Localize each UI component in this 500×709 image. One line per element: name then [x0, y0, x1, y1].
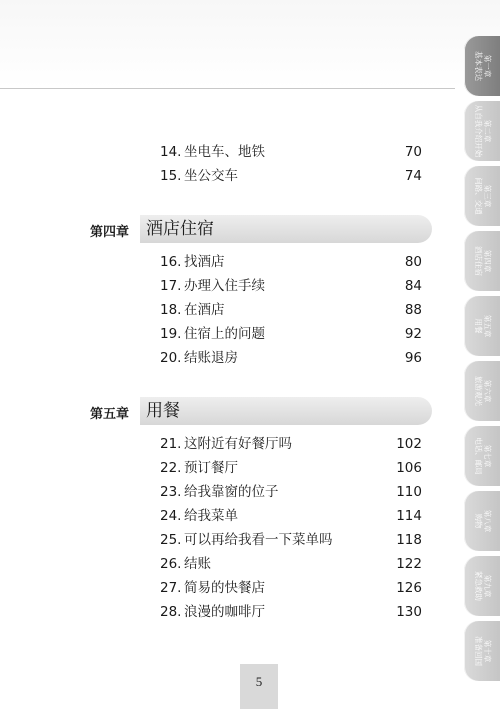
tab-name: 从自我介绍开始	[474, 104, 483, 158]
entry-page: 110	[396, 484, 422, 500]
tab-name: 问路、交通	[474, 177, 483, 215]
entry-number: 15.	[160, 168, 182, 184]
entry-number: 22.	[160, 460, 182, 476]
entry-title: 结账退房	[184, 350, 238, 366]
entry-title: 在酒店	[184, 302, 225, 318]
entry-number: 17.	[160, 278, 182, 294]
toc-entry[interactable]	[160, 601, 422, 623]
entry-page: 92	[404, 326, 422, 342]
chapter-tab-5[interactable]	[464, 296, 500, 356]
tab-chapter: 第一章	[483, 54, 492, 78]
toc-entry[interactable]	[160, 275, 422, 297]
chapter-tabs	[458, 36, 500, 709]
entry-number: 14.	[160, 144, 182, 160]
tab-chapter: 第十章	[483, 639, 492, 663]
header-band	[0, 0, 500, 88]
tab-name: 酒店住宿	[474, 246, 483, 276]
entry-number: 16.	[160, 254, 182, 270]
tab-chapter: 第二章	[483, 119, 492, 143]
entry-number: 27.	[160, 580, 182, 596]
entry-page: 102	[396, 436, 422, 452]
toc-entry[interactable]	[160, 553, 422, 575]
chapter-title-bar	[140, 397, 432, 425]
entry-page: 84	[404, 278, 422, 294]
page-number: 5	[255, 674, 263, 689]
chapter-tab-2[interactable]	[464, 101, 500, 161]
entry-page: 130	[396, 604, 422, 620]
entry-title: 给我靠窗的位子	[184, 484, 279, 500]
toc-entry[interactable]	[160, 347, 422, 369]
entry-title: 找酒店	[184, 254, 225, 270]
entry-title: 可以再给我看一下菜单吗	[184, 532, 333, 548]
chapter-tab-6[interactable]	[464, 361, 500, 421]
toc-entry[interactable]	[160, 165, 422, 187]
entry-page: 88	[404, 302, 422, 318]
entry-page: 122	[396, 556, 422, 572]
toc-entry[interactable]	[160, 141, 422, 163]
entry-page: 70	[404, 144, 422, 160]
entry-number: 24.	[160, 508, 182, 524]
entry-number: 26.	[160, 556, 182, 572]
entry-title: 给我菜单	[184, 508, 238, 524]
entry-title: 浪漫的咖啡厅	[184, 604, 265, 620]
toc-entry[interactable]	[160, 433, 422, 455]
entry-page: 80	[404, 254, 422, 270]
chapter-tab-4[interactable]	[464, 231, 500, 291]
tab-chapter: 第四章	[483, 249, 492, 273]
chapter-tab-1[interactable]	[464, 36, 500, 96]
tab-chapter: 第九章	[483, 574, 492, 598]
entry-number: 23.	[160, 484, 182, 500]
tab-chapter: 第七章	[483, 444, 492, 468]
tab-name: 电话、邮局	[474, 437, 483, 475]
chapter-label: 第五章	[90, 407, 130, 422]
tab-chapter: 第八章	[483, 509, 492, 533]
page-number-tab	[240, 664, 278, 709]
toc-entry[interactable]	[160, 505, 422, 527]
entry-title: 住宿上的问题	[184, 326, 265, 342]
entry-title: 预订餐厅	[184, 460, 238, 476]
entry-page: 106	[396, 460, 422, 476]
entry-page: 96	[404, 350, 422, 366]
toc-entry[interactable]	[160, 457, 422, 479]
tab-chapter: 第六章	[483, 379, 492, 403]
chapter-tab-8[interactable]	[464, 491, 500, 551]
tab-chapter: 第三章	[483, 184, 492, 208]
chapter-tab-9[interactable]	[464, 556, 500, 616]
entry-number: 18.	[160, 302, 182, 318]
entry-number: 20.	[160, 350, 182, 366]
tab-chapter: 第五章	[483, 314, 492, 338]
entry-number: 21.	[160, 436, 182, 452]
header-rule	[0, 88, 455, 89]
tab-name: 购物	[474, 513, 483, 529]
entry-page: 126	[396, 580, 422, 596]
entry-page: 114	[396, 508, 422, 524]
entry-title: 坐公交车	[184, 168, 238, 184]
entry-number: 25.	[160, 532, 182, 548]
entry-page: 118	[396, 532, 422, 548]
toc-entry[interactable]	[160, 299, 422, 321]
chapter-tab-10[interactable]	[464, 621, 500, 681]
entry-number: 19.	[160, 326, 182, 342]
tab-name: 准备回国	[474, 636, 483, 666]
tab-name: 基本表达	[474, 51, 483, 81]
toc-entry[interactable]	[160, 323, 422, 345]
entry-title: 结账	[184, 556, 211, 572]
chapter-title: 用餐	[146, 401, 180, 421]
entry-title: 简易的快餐店	[184, 580, 265, 596]
entry-title: 这附近有好餐厅吗	[184, 436, 292, 452]
chapter-tab-3[interactable]	[464, 166, 500, 226]
chapter-label: 第四章	[90, 225, 130, 240]
entry-number: 28.	[160, 604, 182, 620]
tab-name: 旅游观光	[474, 376, 483, 406]
chapter-tab-7[interactable]	[464, 426, 500, 486]
entry-title: 坐电车、地铁	[184, 144, 265, 160]
tab-name: 用餐	[474, 318, 483, 334]
toc-entry[interactable]	[160, 481, 422, 503]
toc-entry[interactable]	[160, 529, 422, 551]
toc-entry[interactable]	[160, 577, 422, 599]
tab-name: 紧急救助	[474, 571, 483, 601]
toc-entry[interactable]	[160, 251, 422, 273]
entry-title: 办理入住手续	[184, 278, 265, 294]
entry-page: 74	[404, 168, 422, 184]
chapter-title: 酒店住宿	[146, 219, 214, 239]
